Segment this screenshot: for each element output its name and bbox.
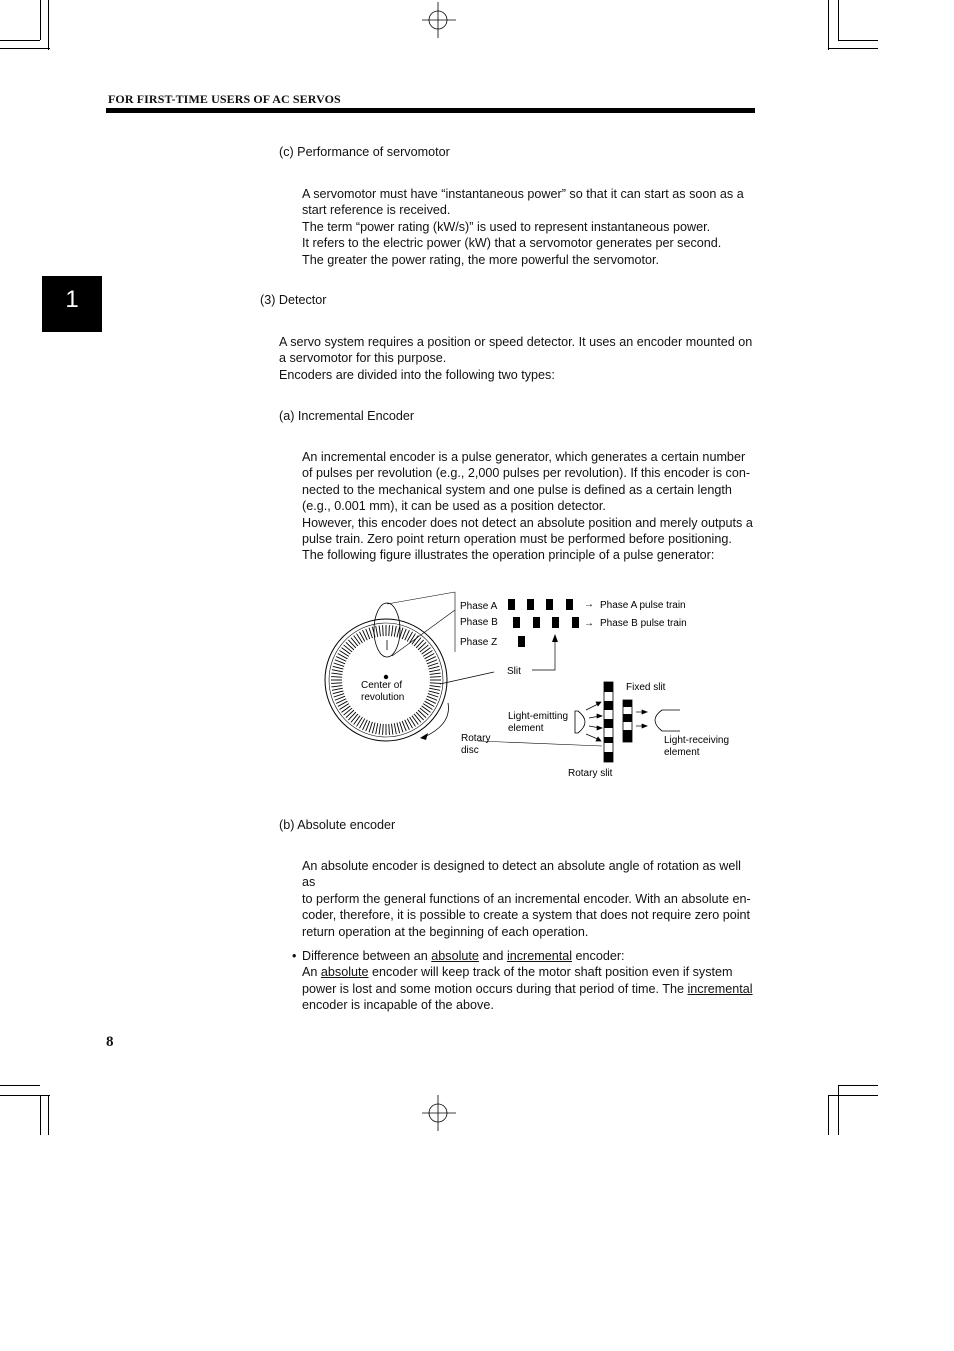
light-emitting-element xyxy=(575,711,585,733)
text-line: start reference is received. xyxy=(302,203,451,218)
running-header: FOR FIRST-TIME USERS OF AC SERVOS xyxy=(108,92,341,106)
disc-slit xyxy=(379,724,380,735)
text-line: However, this encoder does not detect an absolute position and merely outputs a xyxy=(302,515,753,530)
disc-slit xyxy=(412,716,418,725)
center-dot xyxy=(384,675,388,679)
disc-slit xyxy=(344,645,352,652)
text-line: (e.g., 0.001 mm), it can be used as a position detector. xyxy=(302,499,606,514)
disc-slit xyxy=(348,640,356,648)
disc-slit xyxy=(397,627,400,638)
text-line: nected to the mechanical system and one pulse is defined as a certain length xyxy=(302,482,732,497)
bullet: • xyxy=(292,949,297,963)
section-b-body xyxy=(302,858,756,940)
text-line: a servomotor for this purpose. xyxy=(279,351,447,366)
disc-slit xyxy=(392,625,393,636)
disc-slit xyxy=(429,666,440,669)
disc-slit xyxy=(346,642,354,650)
light-rays-receive xyxy=(636,710,647,728)
phase-z-pulse xyxy=(518,636,525,647)
disc-slit xyxy=(428,663,438,666)
disc-slit xyxy=(331,683,342,684)
rotary-slit-label: Rotary slit xyxy=(568,768,613,779)
disc-slit xyxy=(346,710,354,718)
light-emitting-label-line2: element xyxy=(508,723,544,734)
text-line: A servomotor must have “instantaneous power” so that it can start as soon as a xyxy=(302,187,744,201)
phase-b-label: Phase B xyxy=(460,617,498,628)
disc-slit xyxy=(383,724,384,735)
phase-b-train-label: Phase B pulse train xyxy=(600,618,687,629)
center-label-line1: Center of xyxy=(361,680,403,691)
disc-slit xyxy=(332,688,343,690)
disc-slit xyxy=(420,708,428,715)
disc-slit xyxy=(394,723,396,734)
disc-slit xyxy=(422,648,431,654)
difference-paragraph xyxy=(302,948,756,1014)
disc-slit xyxy=(430,683,441,684)
disc-slit xyxy=(414,714,421,722)
disc-slit xyxy=(389,724,390,735)
disc-slit xyxy=(376,626,378,637)
section-c-heading: (c) Performance of servomotor xyxy=(279,145,450,159)
arrow-icon: → xyxy=(584,618,594,629)
disc-slit xyxy=(389,625,390,636)
center-label-line2: revolution xyxy=(361,692,405,703)
disc-slit xyxy=(334,663,344,666)
fixed-slit xyxy=(623,700,632,742)
disc-slit xyxy=(392,724,393,735)
light-receiving-label-line1: Light-receiving xyxy=(664,735,730,746)
disc-slit xyxy=(333,666,344,669)
text-line: It refers to the electric power (kW) that a servomotor generates per second. xyxy=(302,236,722,251)
disc-slit xyxy=(344,708,352,715)
rotary-disc-label-line1: Rotary xyxy=(461,733,491,744)
text-line: An absolute encoder is designed to detect an absolute angle of rotation as well as xyxy=(302,859,741,890)
slit-label: Slit xyxy=(507,666,521,677)
disc-slit xyxy=(342,706,351,712)
disc-slit xyxy=(416,712,424,720)
chapter-tab: 1 xyxy=(42,276,102,332)
disc-slit xyxy=(383,625,384,636)
rotary-disc-label-line2: disc xyxy=(461,745,479,756)
disc-slit xyxy=(430,686,441,687)
disc-slit xyxy=(422,706,431,712)
disc-slit xyxy=(376,723,378,734)
phase-z-label: Phase Z xyxy=(460,637,498,648)
text-line: Encoders are divided into the following two types: xyxy=(279,367,555,382)
disc-slit xyxy=(428,694,438,697)
light-receiving-element xyxy=(655,710,680,731)
disc-slit xyxy=(418,710,426,718)
disc-slit xyxy=(331,686,342,687)
disc-slit xyxy=(369,628,372,638)
disc-slit xyxy=(429,670,440,672)
fixed-slit-label: Fixed slit xyxy=(626,682,666,693)
disc-slit xyxy=(418,642,426,650)
disc-slit xyxy=(429,688,440,690)
disc-slit xyxy=(430,677,441,678)
text-line: return operation at the beginning of each operation. xyxy=(302,924,589,939)
page-number: 8 xyxy=(106,1034,114,1050)
disc-slit xyxy=(416,640,424,648)
section-a-heading: (a) Incremental Encoder xyxy=(279,409,415,423)
text-line: coder, therefore, it is possible to create a system that does not require zero point xyxy=(302,908,751,923)
text-line: pulse train. Zero point return operation must be performed before positioning. xyxy=(302,532,732,547)
text-line: power is lost and some motion occurs during that period of time. The incremental xyxy=(302,981,753,996)
disc-slit xyxy=(397,723,400,734)
disc-slit xyxy=(372,723,375,734)
text-line: to perform the general functions of an incremental encoder. With an absolute en- xyxy=(302,891,751,906)
text-line: The following figure illustrates the operation principle of a pulse generator: xyxy=(302,548,715,563)
registration-mark-bottom xyxy=(420,1095,460,1135)
disc-slit xyxy=(412,636,418,645)
disc-slit xyxy=(333,691,344,694)
text-line: of pulses per revolution (e.g., 2,000 pulses per revolution). If this encoder is con- xyxy=(302,466,751,481)
text-line: encoder is incapable of the above. xyxy=(302,998,494,1013)
text-line: The term “power rating (kW/s)” is used to represent instantaneous power. xyxy=(302,219,711,234)
disc-slit xyxy=(351,714,358,722)
disc-slit xyxy=(342,648,351,654)
disc-slit xyxy=(331,673,342,674)
rotary-slit xyxy=(604,682,613,762)
light-rays-emit xyxy=(586,702,602,741)
phase-a-train-label: Phase A pulse train xyxy=(600,600,686,611)
text-line: The greater the power rating, the more powerful the servomotor. xyxy=(302,252,660,267)
phase-b-pulses xyxy=(513,617,579,628)
section-3-heading: (3) Detector xyxy=(260,293,327,307)
disc-slit xyxy=(334,694,344,697)
disc-slit xyxy=(430,673,441,674)
disc-slit xyxy=(400,722,403,732)
disc-slit xyxy=(354,716,360,725)
phase-a-pulses xyxy=(508,599,573,610)
disc-slit xyxy=(351,638,358,646)
text-line: Difference between an absolute and incremental encoder: xyxy=(302,949,625,963)
disc-slit xyxy=(332,670,343,672)
text-line: An incremental encoder is a pulse generator, which generates a certain number xyxy=(302,450,746,464)
disc-slit xyxy=(331,677,342,678)
disc-slit xyxy=(394,626,396,637)
disc-slit xyxy=(369,722,372,732)
disc-slit xyxy=(379,625,380,636)
phase-a-label: Phase A xyxy=(460,601,498,612)
disc-slit xyxy=(354,636,360,645)
disc-slit xyxy=(429,691,440,694)
text-line: An absolute encoder will keep track of the motor shaft position even if system xyxy=(302,965,733,980)
arrow-icon: → xyxy=(584,599,594,610)
section-b-heading: (b) Absolute encoder xyxy=(279,818,396,832)
disc-slit xyxy=(420,645,428,652)
text-line: A servo system requires a position or speed detector. It uses an encoder mounted on xyxy=(279,335,753,349)
light-emitting-label-line1: Light-emitting xyxy=(508,711,569,722)
disc-slit xyxy=(348,712,356,720)
light-receiving-label-line2: element xyxy=(664,747,700,758)
